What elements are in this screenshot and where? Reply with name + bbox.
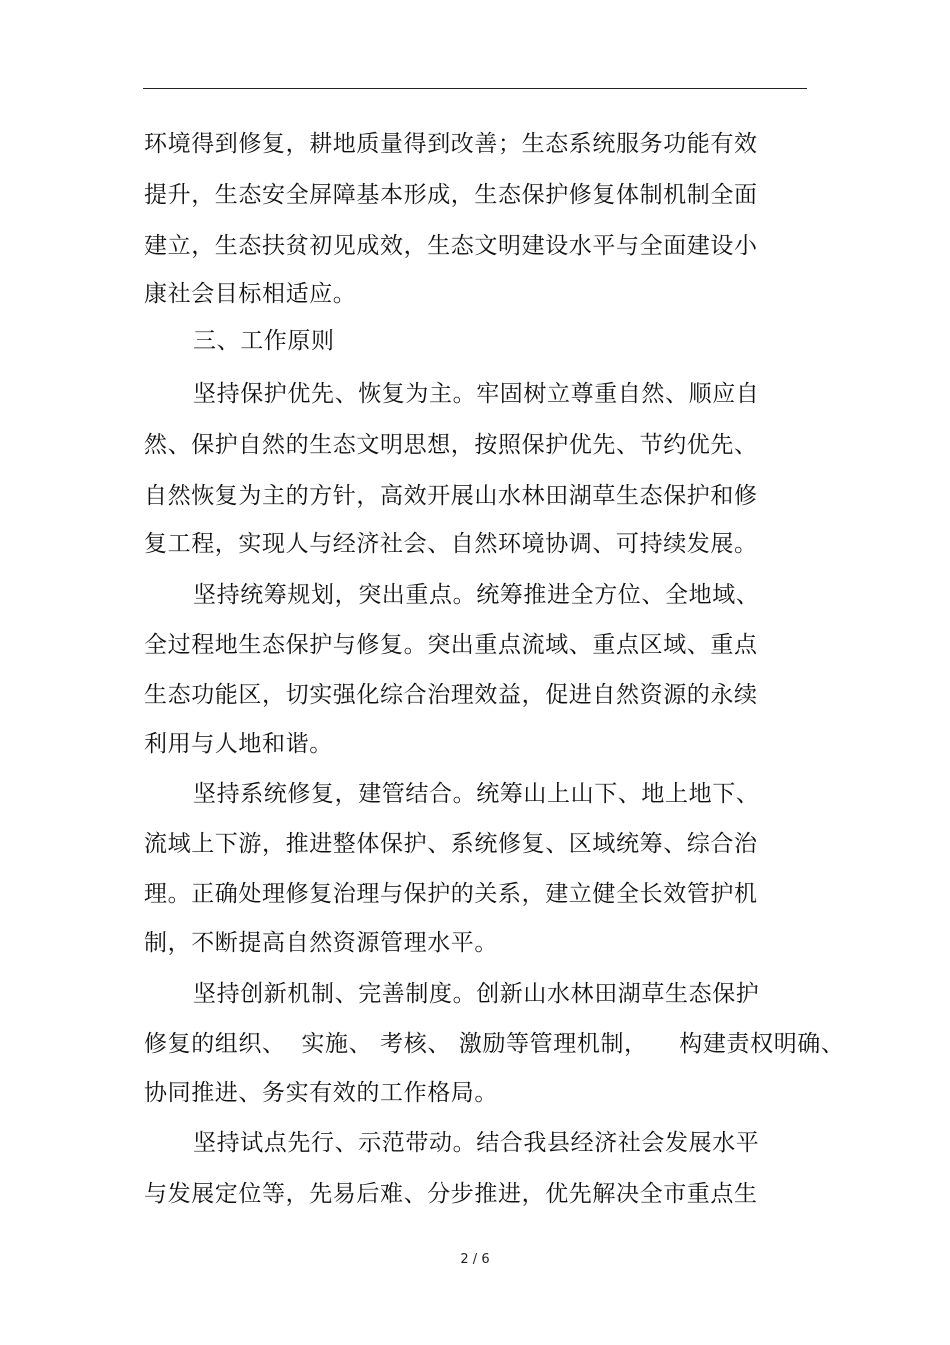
text-line: 流域上下游，推进整体保护、系统修复、区域统筹、综合治 xyxy=(144,831,758,857)
text-line: 全过程地生态保护与修复。突出重点流域、重点区域、重点 xyxy=(144,632,758,658)
text-line: 利用与人地和谐。 xyxy=(144,731,333,757)
text-line: 康社会目标相适应。 xyxy=(144,281,357,307)
text-line: 复工程，实现人与经济社会、自然环境协调、可持续发展。 xyxy=(144,531,758,557)
text-line: 然、保护自然的生态文明思想，按照保护优先、节约优先、 xyxy=(144,432,758,458)
text-line: 与发展定位等，先易后难、分步推进，优先解决全市重点生 xyxy=(144,1181,758,1207)
paragraph-first-line: 坚持统筹规划，突出重点。统筹推进全方位、全地域、 xyxy=(193,582,760,608)
paragraph-first-line: 坚持保护优先、恢复为主。牢固树立尊重自然、顺应自 xyxy=(193,381,760,407)
text-line: 自然恢复为主的方针，高效开展山水林田湖草生态保护和修 xyxy=(144,483,758,509)
text-line: 环境得到修复，耕地质量得到改善；生态系统服务功能有效 xyxy=(144,131,758,157)
paragraph-first-line: 坚持试点先行、示范带动。结合我县经济社会发展水平 xyxy=(193,1130,760,1156)
paragraph-first-line: 坚持创新机制、完善制度。创新山水林田湖草生态保护 xyxy=(193,981,760,1007)
text-line: 理。正确处理修复治理与保护的关系，建立健全长效管护机 xyxy=(144,881,758,907)
text-line: 建立，生态扶贫初见成效，生态文明建设水平与全面建设小 xyxy=(144,233,758,259)
page-number: 2 / 6 xyxy=(460,1252,490,1267)
text-line: 制，不断提高自然资源管理水平。 xyxy=(144,930,498,956)
paragraph-first-line: 坚持系统修复，建管结合。统筹山上山下、地上地下、 xyxy=(193,781,760,807)
text-line: 修复的组织、 实施、 考核、 激励等管理机制， 构建责权明确、 xyxy=(144,1031,845,1057)
text-line: 提升，生态安全屏障基本形成，生态保护修复体制机制全面 xyxy=(144,182,758,208)
text-line: 协同推进、务实有效的工作格局。 xyxy=(144,1080,498,1106)
header-rule xyxy=(143,88,807,89)
section-heading: 三、工作原则 xyxy=(193,328,335,354)
text-line: 生态功能区，切实强化综合治理效益，促进自然资源的永续 xyxy=(144,682,758,708)
